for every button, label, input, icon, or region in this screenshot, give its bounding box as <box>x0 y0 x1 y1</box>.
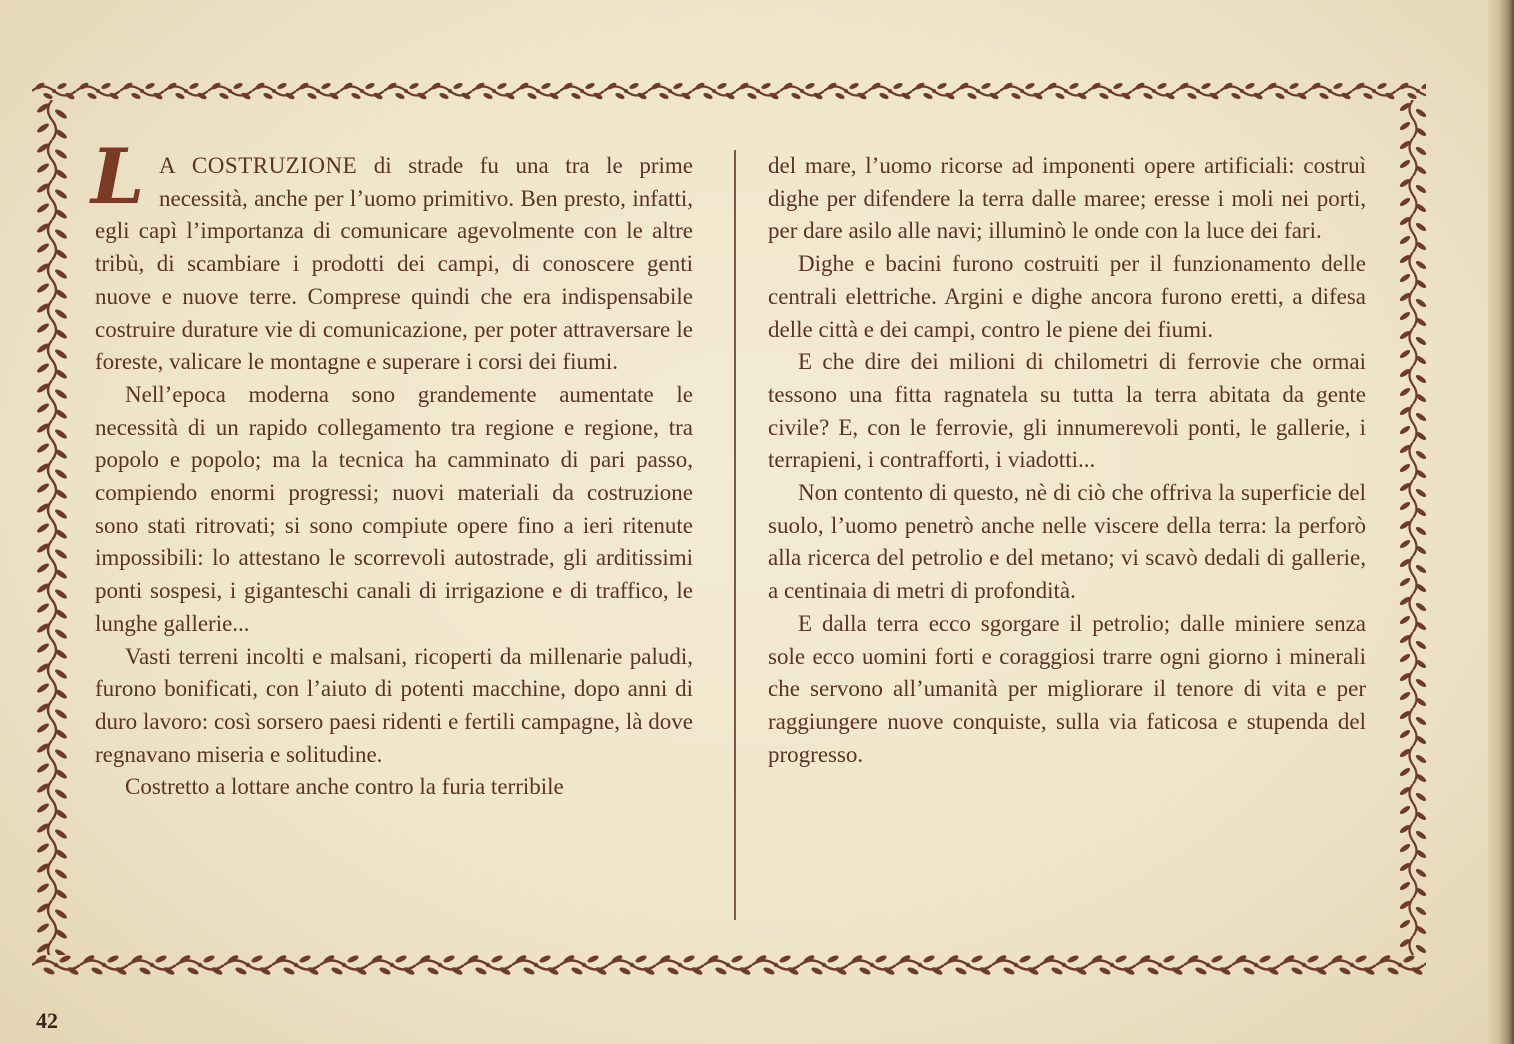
book-spine-shadow <box>1488 0 1514 1044</box>
right-text-column <box>768 150 1366 771</box>
paragraph: E che dire dei milioni di chilometri di ferrovie che ormai tessono una fitta ragnatela su tutta la terra abitata da gente civile? E, con le ferrovie, gli innumerevoli ponti, le gallerie, i terrapieni, i contrafforti, i viadotti... <box>768 349 1366 473</box>
paragraph: Nell’epoca moderna sono grandemente aumentate le necessità di un rapido collegamento tra regione e regione, tra popolo e popolo; ma la tecnica ha camminato di pari passo, compiendo enormi progressi; nuovi materiali da costruzione sono stati ritrovati; si sono compiute opere fino a ieri ritenute impossibili: lo attestano le scorrevoli autostrade, gli arditissimi ponti sospesi, i giganteschi canali di irrigazione e di traffico, le lunghe gallerie... <box>95 381 693 636</box>
paragraph: Vasti terreni incolti e malsani, ricoperti da millenarie paludi, furono bonificati, con l’aiuto di potenti macchine, dopo anni di duro lavoro: così sorsero paesi ridenti e fertili campagne, là dove regnavano miseria e solitudine. <box>95 643 693 767</box>
paragraph: E dalla terra ecco sgorgare il petrolio; dalle miniere senza sole ecco uomini forti e coraggiosi trarre ogni giorno i minerali che servono all’umanità per migliorare il tenore di vita e per raggiungere nuove conquiste, sulla via faticosa e stupenda del progresso. <box>768 610 1366 767</box>
ornamental-border-top <box>32 78 1426 104</box>
paragraph: Dighe e bacini furono costruiti per il funzionamento delle centrali elettriche. Argini e dighe ancora furono eretti, a difesa delle città e dei campi, contro le piene dei fiumi. <box>768 251 1366 342</box>
ornamental-border-right <box>1396 100 1430 955</box>
page-number: 42 <box>36 1008 58 1033</box>
ornamental-border-left <box>32 100 72 955</box>
paragraph-continued: del mare, l’uomo ricorse ad imponenti opere artificiali: costruì dighe per difendere la terra dalle maree; eresse i moli nei porti, per dare asilo alle navi; illuminò le onde con la luce dei fari. <box>768 153 1366 244</box>
dropcap <box>91 132 151 221</box>
ornamental-border-bottom <box>32 950 1426 980</box>
left-text-column <box>91 132 693 804</box>
paragraph-opening <box>91 132 693 379</box>
paragraph: Costretto a lottare anche contro la furia terribile <box>125 774 564 800</box>
paragraph: Non contento di questo, nè di ciò che offriva la superficie del suolo, l’uomo penetrò anche nelle viscere della terra: la perforò alla ricerca del petrolio e del metano; vi scavò dedali di gallerie, a centinaia di metri di profondità. <box>768 480 1366 604</box>
opening-caps: A COSTRUZIONE <box>159 153 358 178</box>
column-divider <box>734 150 736 920</box>
dropcap-letter: L <box>91 132 145 221</box>
paragraph-text: di strade fu una tra le prime necessità, anche per l’uomo primitivo. Ben presto, infatti, egli capì l’importanza di comunicare agevolmente con le altre tribù, di scambiare i prodotti dei campi, di conoscere genti nuove e nuove terre. Comprese quindi che era indispensabile costruire durature vie di comunicazione, per poter attraversare le foreste, valicare le montagne e superare i corsi dei fiumi. <box>95 153 693 375</box>
